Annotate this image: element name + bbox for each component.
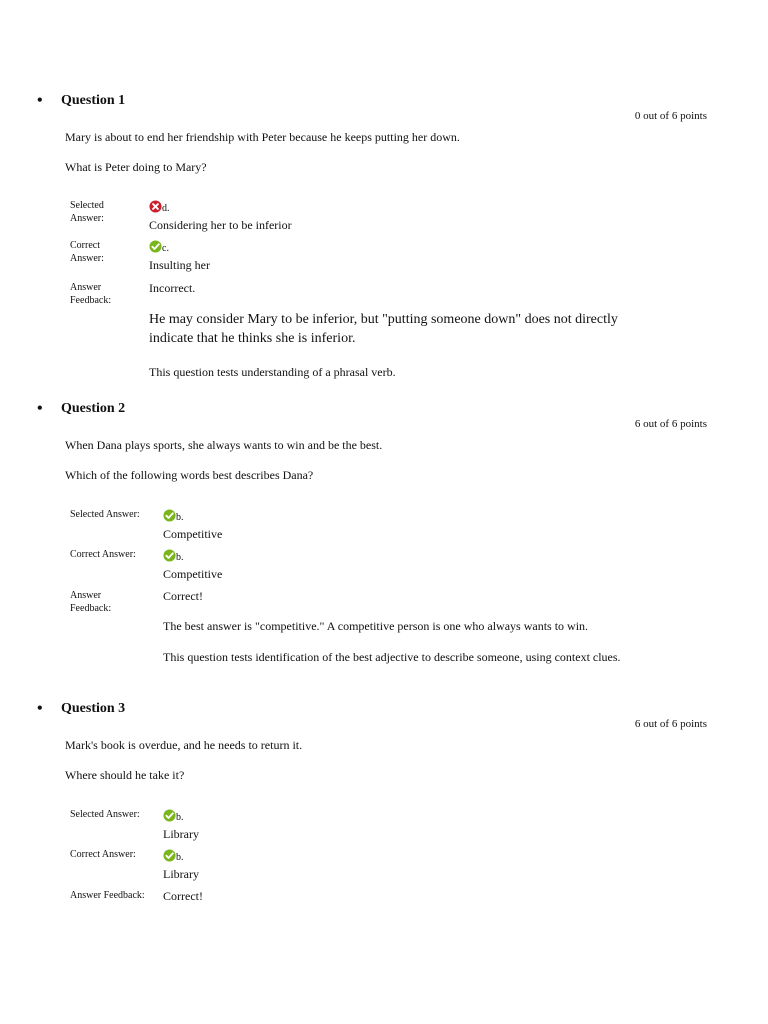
selected-answer-text: Library	[163, 827, 199, 841]
selected-answer-label: Selected Answer:	[70, 809, 140, 820]
selected-answer-label: Selected Answer:	[70, 200, 104, 224]
correct-answer-text: Library	[163, 867, 199, 881]
checkmark-circle-icon	[163, 549, 176, 562]
question-prompt: What is Peter doing to Mary?	[65, 160, 207, 174]
correct-answer-label: Correct Answer:	[70, 849, 136, 860]
question-title: Question 2	[61, 401, 126, 416]
selected-answer-label: Selected Answer:	[70, 509, 140, 520]
checkmark-circle-icon	[163, 509, 176, 522]
question-stem: Mary is about to end her friendship with Peter because he keeps putting her down.	[65, 130, 460, 144]
question-points: 6 out of 6 points	[634, 418, 707, 430]
feedback-note: This question tests understanding of a phrasal verb.	[149, 365, 396, 379]
correct-answer: b. Library	[163, 848, 199, 882]
answer-feedback-label: Answer Feedback:	[70, 282, 112, 306]
feedback-result: Incorrect.	[149, 281, 196, 295]
question-stem: When Dana plays sports, she always wants to win and be the best.	[65, 438, 383, 452]
feedback-detail: The best answer is "competitive." A competitive person is one who always wants to win.	[163, 619, 589, 633]
selected-answer: d. Considering her to be inferior	[149, 199, 292, 233]
question-prompt: Where should he take it?	[65, 768, 185, 782]
question-prompt: Which of the following words best describes Dana?	[65, 468, 314, 482]
feedback-result: Correct!	[163, 589, 203, 603]
correct-answer-label: Correct Answer:	[70, 240, 104, 264]
question-points: 6 out of 6 points	[634, 718, 707, 730]
correct-answer-text: Competitive	[163, 567, 223, 581]
x-circle-icon	[149, 200, 162, 213]
selected-answer-text: Competitive	[163, 527, 223, 541]
checkmark-circle-icon	[163, 809, 176, 822]
correct-answer: c. Insulting her	[149, 239, 210, 273]
selected-answer-text: Considering her to be inferior	[149, 218, 292, 232]
feedback-result: Correct!	[163, 889, 203, 903]
question-title: Question 3	[61, 701, 126, 716]
bullet: •	[37, 400, 43, 417]
checkmark-circle-icon	[149, 240, 162, 253]
correct-answer-text: Insulting her	[149, 258, 210, 272]
feedback-detail: He may consider Mary to be inferior, but "putting someone down" does not directly indicate that he thinks she is inferior.	[149, 312, 618, 346]
checkmark-circle-icon	[163, 849, 176, 862]
correct-answer-label: Correct Answer:	[70, 549, 136, 560]
feedback-note: This question tests identification of the best adjective to describe someone, using context clues.	[163, 650, 621, 664]
bullet: •	[37, 700, 43, 717]
answer-feedback-label: Answer Feedback:	[70, 590, 112, 614]
question-stem: Mark's book is overdue, and he needs to return it.	[65, 738, 303, 752]
selected-answer: b. Library	[163, 808, 199, 842]
answer-feedback-label: Answer Feedback:	[70, 890, 145, 901]
selected-answer: b. Competitive	[163, 508, 222, 542]
bullet: •	[37, 92, 43, 109]
correct-answer: b. Competitive	[163, 548, 222, 582]
question-title: Question 1	[61, 93, 126, 108]
question-points: 0 out of 6 points	[634, 110, 707, 122]
